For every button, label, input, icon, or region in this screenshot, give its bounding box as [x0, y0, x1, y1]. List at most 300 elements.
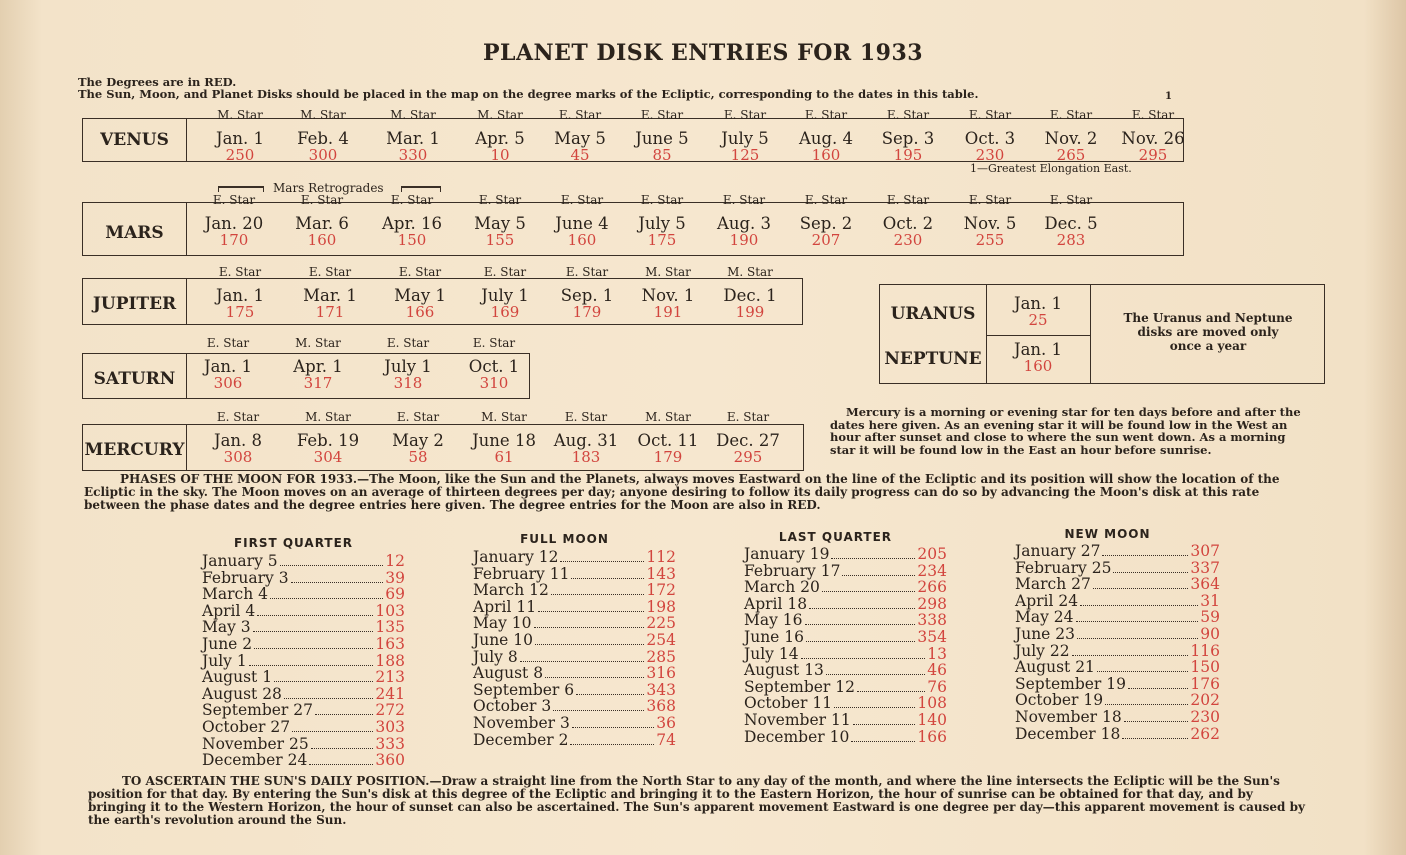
entry-date: Nov. 1 [641, 286, 695, 305]
phase-degree: 140 [917, 711, 947, 729]
moon-phase-row [202, 719, 405, 736]
star-type-label: E. Star [212, 193, 256, 207]
note-line: once a year [1169, 339, 1247, 353]
star-type-label: M. Star [390, 108, 436, 122]
entry-degree: 85 [652, 146, 672, 164]
phase-degree: 150 [1190, 658, 1220, 677]
planet-label-saturn: SATURN [93, 369, 176, 389]
note-line: disks are moved only [1137, 325, 1279, 339]
entry-date: June 18 [472, 431, 536, 450]
phase-degree: 230 [1190, 708, 1220, 726]
note-line: star it will be found low in the East an hour before sunrise. [830, 442, 1212, 457]
dot-leader [254, 648, 373, 649]
phase-date: June 23 [1015, 625, 1076, 643]
entry-date: May 5 [474, 214, 526, 233]
moon-phase-row [744, 596, 947, 613]
star-type-label: M. Star [300, 108, 346, 122]
phase-date: October 11 [744, 694, 833, 713]
star-type-label: E. Star [968, 193, 1012, 207]
moon-phase-row [473, 599, 676, 616]
mars-entry [189, 215, 279, 248]
mercury-note [830, 406, 1330, 456]
phase-date: October 3 [473, 697, 552, 716]
mars-entry [863, 215, 953, 248]
star-type-label: E. Star [804, 108, 848, 122]
phase-date: July 1 [202, 651, 247, 670]
entry-date: Sep. 3 [881, 129, 935, 148]
star-type-label: E. Star [390, 193, 434, 207]
entry-date: Aug. 3 [716, 214, 772, 233]
moon-phase-row [744, 629, 947, 646]
star-type-label: E. Star [206, 336, 250, 350]
dot-leader [270, 598, 383, 599]
star-type-label: E. Star [723, 108, 767, 122]
phase-degree: 364 [1190, 575, 1220, 594]
entry-date: Mar. 6 [295, 214, 349, 233]
moon-phase-row [473, 615, 676, 632]
retrograde-bracket-right [401, 186, 441, 192]
venus-entry [1026, 130, 1116, 163]
entry-degree: 58 [408, 448, 428, 466]
phase-date: July 14 [744, 644, 799, 663]
dot-leader [1102, 555, 1188, 556]
saturn-entry [449, 358, 539, 391]
moon-phase-row [202, 752, 405, 769]
phase-degree: 166 [917, 727, 947, 746]
phase-degree: 272 [375, 701, 405, 720]
entry-degree: 160 [307, 231, 337, 249]
dot-leader [1113, 572, 1188, 573]
phase-date: April 11 [473, 597, 537, 616]
jupiter-entry [195, 287, 285, 320]
phase-date: April 18 [744, 594, 808, 613]
dot-leader [309, 764, 373, 765]
planet-label-venus: VENUS [100, 130, 169, 150]
phase-degree: 303 [375, 718, 405, 736]
phase-date: May 10 [473, 614, 532, 633]
entry-degree: 265 [1056, 146, 1086, 164]
phase-degree: 143 [646, 564, 676, 583]
moon-phase-heading: NEW MOON [1064, 527, 1151, 541]
dot-leader [822, 591, 916, 592]
star-type-label: M. Star [295, 336, 341, 350]
entry-degree: 160 [1023, 357, 1053, 375]
phase-date: May 16 [744, 611, 803, 630]
phase-degree: 333 [375, 734, 405, 753]
entry-degree: 160 [811, 146, 841, 164]
dot-leader [1077, 638, 1198, 639]
entry-degree: 166 [405, 303, 435, 321]
entry-degree: 230 [893, 231, 923, 249]
moon-phase-row [744, 679, 947, 696]
dot-leader [545, 677, 644, 678]
moon-heading: PHASES OF THE MOON FOR 1933. [120, 472, 358, 486]
note-line: The Uranus and Neptune [1123, 311, 1293, 325]
phase-date: May 3 [202, 618, 251, 637]
phase-degree: 31 [1200, 591, 1220, 610]
moon-phase-heading: LAST QUARTER [778, 530, 893, 544]
moon-phase-row [744, 662, 947, 679]
dot-leader [1093, 588, 1189, 589]
venus-entry [863, 130, 953, 163]
planet-label-mars: MARS [105, 223, 164, 243]
phase-degree: 163 [375, 635, 405, 653]
neptune-entry [993, 341, 1083, 374]
entry-degree: 179 [572, 303, 602, 321]
phase-degree: 213 [375, 668, 405, 687]
phase-date: September 12 [744, 677, 855, 696]
phase-degree: 36 [656, 714, 676, 732]
entry-degree: 295 [1138, 146, 1168, 164]
moon-phase-row [202, 603, 405, 620]
jupiter-entry [285, 287, 375, 320]
entry-degree: 330 [398, 146, 428, 164]
dot-leader [538, 611, 644, 612]
dot-leader [572, 727, 654, 728]
entry-degree: 179 [653, 448, 683, 466]
venus-entry [455, 130, 545, 163]
phase-date: August 1 [202, 668, 273, 687]
entry-date: Jan. 8 [213, 431, 263, 450]
note-line: hour after sunset and close to where the sun went down. As a morning [830, 430, 1286, 444]
entry-degree: 318 [393, 374, 423, 392]
paragraph-line: bringing it to the Western Horizon, the hour of sunset can also be ascertained. The Sun's apparent movement Eastward is one degree per day—this apparent movement is caused by [88, 800, 1305, 814]
moon-phase-row [202, 686, 405, 703]
phase-degree: 46 [927, 661, 947, 680]
star-type-label: E. Star [804, 193, 848, 207]
divider [986, 285, 987, 383]
moon-phase-row [202, 553, 405, 570]
venus-entry [195, 130, 285, 163]
entry-date: Apr. 16 [381, 214, 443, 233]
intro-degrees-red: The Degrees are in RED. [78, 75, 237, 89]
star-type-label: E. Star [968, 108, 1012, 122]
saturn-entry [363, 358, 453, 391]
entry-degree: 155 [485, 231, 515, 249]
phase-date: February 11 [473, 564, 570, 583]
phase-date: September 6 [473, 680, 575, 699]
star-type-label: E. Star [564, 410, 608, 424]
star-type-label: E. Star [386, 336, 430, 350]
star-type-label: M. Star [217, 108, 263, 122]
planet-label-mercury: MERCURY [84, 440, 185, 460]
entry-date: Dec. 1 [723, 286, 777, 305]
phase-date: July 8 [473, 647, 518, 666]
entry-degree: 25 [1028, 311, 1048, 329]
star-type-label: E. Star [216, 410, 260, 424]
moon-phase-row [473, 566, 676, 583]
phase-date: June 16 [744, 628, 805, 646]
star-type-label: E. Star [218, 265, 262, 279]
moon-phase-row [1015, 543, 1220, 560]
dot-leader [1097, 671, 1188, 672]
moon-phase-row [1015, 692, 1220, 709]
moon-phase-row [1015, 643, 1220, 660]
dot-leader [280, 565, 384, 566]
entry-degree: 183 [571, 448, 601, 466]
planet-label-uranus: URANUS [890, 304, 976, 324]
phase-date: April 24 [1015, 591, 1079, 610]
entry-date: Jan. 1 [1013, 294, 1063, 313]
phase-degree: 337 [1190, 558, 1220, 577]
phase-date: July 22 [1015, 641, 1070, 660]
phase-degree: 59 [1200, 608, 1220, 627]
moon-phase-row [1015, 609, 1220, 626]
dot-leader [1076, 621, 1199, 622]
phase-date: June 10 [473, 631, 534, 649]
venus-footnote: 1—Greatest Elongation East. [970, 162, 1132, 175]
dot-leader [274, 681, 373, 682]
dot-leader [851, 741, 915, 742]
star-type-label: M. Star [305, 410, 351, 424]
moon-phase-row [473, 698, 676, 715]
star-type-label: E. Star [472, 336, 516, 350]
moon-phase-row [202, 586, 405, 603]
moon-phase-row [202, 736, 405, 753]
phase-degree: 39 [385, 568, 405, 587]
entry-degree: 207 [811, 231, 841, 249]
uranus-neptune-note [1092, 311, 1324, 353]
moon-phase-row [744, 695, 947, 712]
jupiter-entry [705, 287, 795, 320]
entry-date: June 4 [555, 214, 609, 233]
phase-date: February 17 [744, 561, 841, 580]
phase-degree: 360 [375, 751, 405, 770]
phase-degree: 90 [1200, 625, 1220, 643]
moon-phase-row [744, 646, 947, 663]
entry-degree: 250 [225, 146, 255, 164]
entry-degree: 283 [1056, 231, 1086, 249]
entry-date: Aug. 31 [553, 431, 619, 450]
divider [186, 119, 187, 161]
dot-leader [1105, 704, 1188, 705]
phase-degree: 307 [1190, 542, 1220, 560]
star-type-label: E. Star [558, 108, 602, 122]
moon-phase-row [744, 579, 947, 596]
mars-entry [617, 215, 707, 248]
venus-entry [278, 130, 368, 163]
phase-degree: 112 [646, 548, 676, 566]
entry-date: Feb. 19 [296, 431, 360, 450]
moon-phase-row [1015, 709, 1220, 726]
phase-degree: 262 [1190, 724, 1220, 743]
entry-date: Jan. 1 [1013, 340, 1063, 359]
entry-degree: 304 [313, 448, 343, 466]
entry-degree: 308 [223, 448, 253, 466]
mars-entry [367, 215, 457, 248]
entry-date: July 5 [638, 214, 686, 233]
dot-leader [560, 561, 644, 562]
entry-date: Oct. 2 [882, 214, 934, 233]
uranus-entry [993, 295, 1083, 328]
moon-phase-row [1015, 593, 1220, 610]
dot-leader [842, 575, 915, 576]
dot-leader [853, 724, 916, 725]
mars-entry [277, 215, 367, 248]
phase-date: August 28 [202, 684, 282, 703]
mercury-entry [623, 432, 713, 465]
moon-phase-row [744, 546, 947, 563]
phase-degree: 12 [385, 552, 405, 570]
divider [986, 335, 1090, 336]
paragraph-line: Ecliptic in the sky. The Moon moves on an average of thirteen degrees per day; anyone desiring to follow its daily progress can do so by advancing the Moon's disk at this rate [84, 485, 1260, 499]
phase-date: December 18 [1015, 724, 1121, 743]
entry-date: July 1 [384, 357, 432, 376]
moon-phase-row [1015, 626, 1220, 643]
dot-leader [553, 710, 644, 711]
note-line: dates here given. As an evening star it will be found low in the West an [830, 417, 1288, 432]
venus-entry [535, 130, 625, 163]
divider [1090, 285, 1091, 383]
star-type-label: E. Star [565, 265, 609, 279]
star-type-label: E. Star [308, 265, 352, 279]
star-type-label: E. Star [1049, 193, 1093, 207]
phase-date: October 27 [202, 718, 291, 736]
moon-phase-row [1015, 576, 1220, 593]
mars-entry [945, 215, 1035, 248]
entry-date: Oct. 3 [964, 129, 1016, 148]
moon-phase-row [473, 582, 676, 599]
retrograde-bracket-left [218, 186, 264, 192]
entry-degree: 169 [490, 303, 520, 321]
entry-degree: 175 [647, 231, 677, 249]
dot-leader [1124, 721, 1189, 722]
entry-degree: 317 [303, 374, 333, 392]
entry-date: Nov. 2 [1044, 129, 1098, 148]
entry-degree: 230 [975, 146, 1005, 164]
entry-degree: 175 [225, 303, 255, 321]
phase-date: January 5 [202, 552, 278, 570]
note-line: Mercury is a morning or evening star for ten days before and after the [846, 405, 1301, 419]
phase-degree: 74 [656, 730, 676, 749]
phase-date: August 13 [744, 661, 824, 680]
dot-leader [834, 707, 915, 708]
phase-degree: 198 [646, 597, 676, 616]
venus-entry [1108, 130, 1198, 163]
venus-entry [781, 130, 871, 163]
jupiter-entry [460, 287, 550, 320]
star-type-label: M. Star [477, 108, 523, 122]
entry-degree: 61 [494, 448, 514, 466]
mars-entry [1026, 215, 1116, 248]
phase-date: August 21 [1015, 658, 1095, 677]
jupiter-entry [542, 287, 632, 320]
mercury-entry [541, 432, 631, 465]
phase-degree: 135 [375, 618, 405, 637]
moon-phase-row [473, 682, 676, 699]
dot-leader [1080, 605, 1198, 606]
entry-date: Apr. 1 [293, 357, 343, 376]
entry-date: Nov. 26 [1121, 129, 1185, 148]
entry-date: Jan. 1 [203, 357, 253, 376]
intro-placement: The Sun, Moon, and Planet Disks should be placed in the map on the degree marks of the Ecliptic, corresponding to the dates in this table. [78, 87, 979, 101]
entry-date: Feb. 4 [297, 129, 349, 148]
entry-date: Mar. 1 [303, 286, 357, 305]
phase-date: May 24 [1015, 608, 1074, 627]
entry-date: Aug. 4 [798, 129, 854, 148]
entry-degree: 170 [219, 231, 249, 249]
dot-leader [257, 615, 373, 616]
entry-degree: 160 [567, 231, 597, 249]
divider [186, 203, 187, 255]
dot-leader [1072, 655, 1189, 656]
phase-date: January 19 [744, 545, 830, 563]
phase-date: March 12 [473, 581, 549, 600]
star-type-label: M. Star [645, 265, 691, 279]
entry-degree: 171 [315, 303, 345, 321]
entry-degree: 310 [479, 374, 509, 392]
mercury-entry [193, 432, 283, 465]
entry-degree: 190 [729, 231, 759, 249]
entry-degree: 45 [570, 146, 590, 164]
entry-date: Apr. 5 [475, 129, 525, 148]
moon-phase-row [744, 712, 947, 729]
page-title: PLANET DISK ENTRIES FOR 1933 [482, 40, 924, 66]
entry-date: May 2 [392, 431, 444, 450]
entry-date: Jan. 1 [215, 129, 265, 148]
moon-phase-row [473, 732, 676, 749]
mars-entry [537, 215, 627, 248]
mars-entry [455, 215, 545, 248]
moon-phase-row [473, 665, 676, 682]
phase-date: March 4 [202, 585, 268, 604]
phase-degree: 354 [917, 628, 947, 646]
star-type-label: M. Star [645, 410, 691, 424]
entry-degree: 10 [490, 146, 510, 164]
phase-degree: 343 [646, 680, 676, 699]
phase-date: March 27 [1015, 575, 1091, 594]
dot-leader [801, 658, 926, 659]
phase-degree: 108 [917, 694, 947, 713]
entry-date: Mar. 1 [386, 129, 440, 148]
entry-degree: 150 [397, 231, 427, 249]
entry-degree: 300 [308, 146, 338, 164]
phase-degree: 316 [646, 664, 676, 683]
dot-leader [1122, 738, 1188, 739]
phase-date: November 11 [744, 711, 851, 729]
phase-degree: 241 [375, 684, 405, 703]
dot-leader [809, 608, 915, 609]
entry-degree: 306 [213, 374, 243, 392]
phase-date: November 3 [473, 714, 570, 732]
star-type-label: E. Star [1049, 108, 1093, 122]
moon-phase-row [202, 570, 405, 587]
sun-paragraph [88, 775, 1338, 827]
moon-phase-row [202, 669, 405, 686]
moon-phase-row [744, 612, 947, 629]
dot-leader [1128, 688, 1188, 689]
moon-phase-heading: FULL MOON [520, 532, 609, 546]
divider [186, 425, 187, 470]
mercury-entry [283, 432, 373, 465]
dot-leader [535, 644, 644, 645]
phase-degree: 116 [1190, 641, 1220, 660]
phase-degree: 234 [917, 561, 947, 580]
entry-date: May 5 [554, 129, 606, 148]
entry-date: June 5 [635, 129, 689, 148]
moon-phase-row [1015, 726, 1220, 743]
entry-date: Dec. 27 [716, 431, 780, 450]
paragraph-line: the earth's revolution around the Sun. [88, 813, 347, 827]
mercury-entry [459, 432, 549, 465]
footnote-marker: 1 [1165, 91, 1172, 102]
moon-phase-row [202, 619, 405, 636]
dot-leader [570, 744, 654, 745]
entry-date: Nov. 5 [963, 214, 1017, 233]
star-type-label: E. Star [1131, 108, 1175, 122]
entry-degree: 295 [733, 448, 763, 466]
moon-phase-row [202, 702, 405, 719]
